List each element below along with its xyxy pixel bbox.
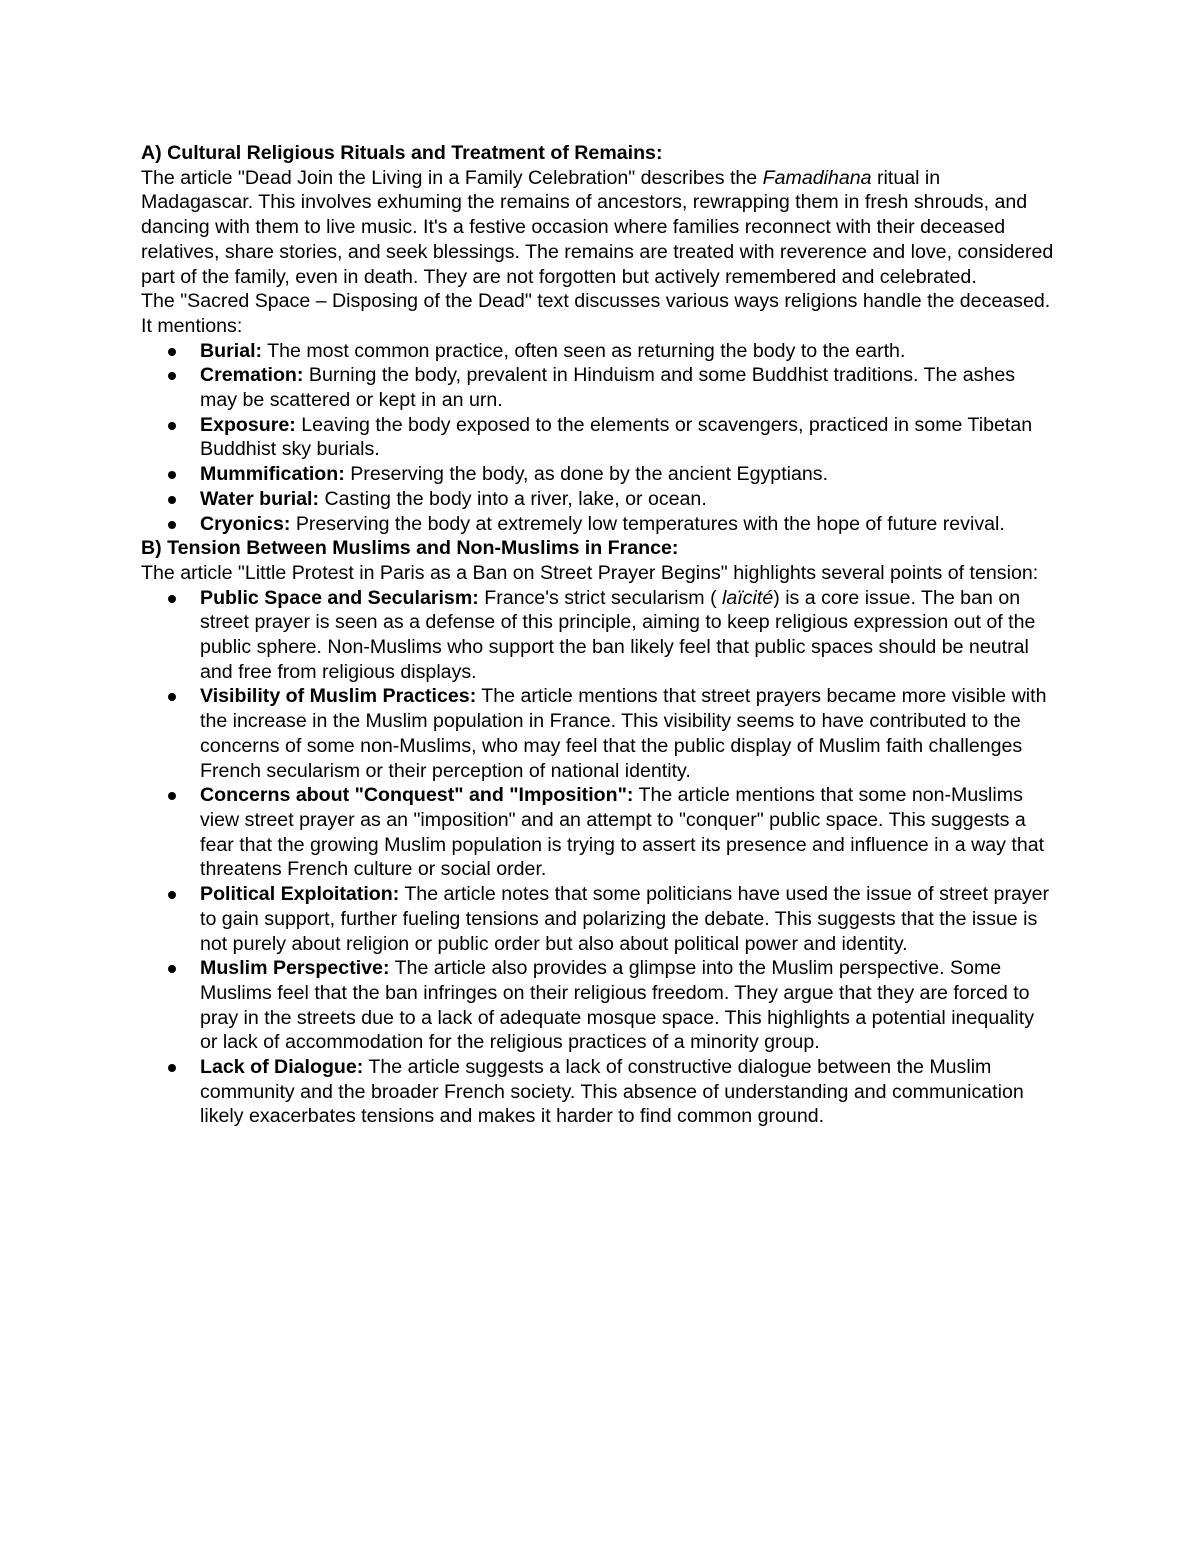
item-text: The article mentions that street prayers became more visible with the increase in the Muslim population in France. This visibility seems to have contributed to the concerns of some non-Muslims, who may feel that the public display of Muslim faith challenges French secularism or their perception of national identity. xyxy=(200,685,1047,782)
bullet-icon xyxy=(168,595,176,603)
item-text: Preserving the body at extremely low temperatures with the hope of future revival. xyxy=(290,512,1005,535)
bullet-icon xyxy=(168,891,176,899)
bullet-icon xyxy=(168,422,176,430)
item-text: Preserving the body, as done by the ancient Egyptians. xyxy=(344,463,829,486)
item-term: Political Exploitation: xyxy=(200,883,400,906)
bullet-icon xyxy=(168,693,176,701)
section-a-list xyxy=(141,339,1056,537)
item-term: Exposure: xyxy=(200,413,296,436)
bullet-icon xyxy=(168,372,176,380)
section-a-paragraph-2: The "Sacred Space – Disposing of the Dead" text discusses various ways religions handle the deceased. It mentions: xyxy=(141,290,1051,337)
item-text: Leaving the body exposed to the elements or scavengers, practiced in some Tibetan Buddhist sky burials. xyxy=(200,413,1033,461)
list-item xyxy=(141,586,1056,685)
bullet-icon xyxy=(168,348,176,356)
list-item xyxy=(141,462,1056,487)
bullet-icon xyxy=(168,1064,176,1072)
list-item xyxy=(141,487,1056,512)
list-item xyxy=(141,1055,1056,1129)
section-a-heading: A) Cultural Religious Rituals and Treatment of Remains: xyxy=(141,142,663,164)
list-item xyxy=(141,882,1056,956)
list-item xyxy=(141,413,1056,462)
list-item xyxy=(141,339,1056,364)
item-term: Muslim Perspective: xyxy=(200,957,390,980)
item-term: Cryonics: xyxy=(200,512,291,535)
item-text: The article notes that some politicians have used the issue of street prayer to gain support, further fueling tensions and polarizing the debate. This suggests that the issue is not purely about religion or public order but also about political power and identity. xyxy=(200,883,1050,955)
item-text: ) is a core issue. The ban on street prayer is seen as a defense of this principle, aiming to keep religious expression out of the public sphere. Non-Muslims who support the ban likely feel that public spaces should be neutral and free from religious displays. xyxy=(200,586,1036,683)
item-term: Water burial: xyxy=(200,487,320,510)
bullet-icon xyxy=(168,471,176,479)
list-item xyxy=(141,684,1056,783)
item-text: The most common practice, often seen as returning the body to the earth. xyxy=(262,339,906,362)
item-term: Concerns about "Conquest" and "Imposition": xyxy=(200,784,634,807)
item-text: The article also provides a glimpse into the Muslim perspective. Some Muslims feel that the ban infringes on their religious freedom. They argue that they are forced to pray in the streets due to a lack of adequate mosque space. This highlights a potential inequality or lack of accommodation for the religious practices of a minority group. xyxy=(200,957,1034,1054)
list-item xyxy=(141,512,1056,537)
list-item xyxy=(141,783,1056,882)
para-text: The article "Dead Join the Living in a Family Celebration" describes the xyxy=(141,166,763,189)
item-text: Burning the body, prevalent in Hinduism and some Buddhist traditions. The ashes may be scattered or kept in an urn. xyxy=(200,364,1016,412)
section-b-list xyxy=(141,586,1056,1129)
bullet-icon xyxy=(168,521,176,529)
item-text: France's strict secularism ( xyxy=(478,586,723,609)
bullet-icon xyxy=(168,965,176,973)
bullet-icon xyxy=(168,792,176,800)
list-item xyxy=(141,956,1056,1055)
item-term: Lack of Dialogue: xyxy=(200,1056,364,1079)
item-text: The article mentions that some non-Muslims view street prayer as an "imposition" and an attempt to "conquer" public space. This suggests a fear that the growing Muslim population is trying to assert its presence and influence in a way that threatens French culture or social order. xyxy=(200,784,1045,881)
list-item xyxy=(141,363,1056,412)
item-term: Mummification: xyxy=(200,463,345,486)
item-term: Cremation: xyxy=(200,364,304,387)
item-text: Casting the body into a river, lake, or ocean. xyxy=(319,487,707,510)
item-term: Burial: xyxy=(200,339,263,362)
item-text: The article suggests a lack of constructive dialogue between the Muslim community and the broader French society. This absence of understanding and communication likely exacerbates tensions and makes it harder to find common ground. xyxy=(200,1056,1024,1128)
item-term: Visibility of Muslim Practices: xyxy=(200,685,477,708)
bullet-icon xyxy=(168,496,176,504)
italic-term: Famadihana xyxy=(762,166,872,189)
section-a-paragraph-1 xyxy=(141,166,1056,290)
document-page xyxy=(141,141,1056,1129)
section-b-paragraph-1: The article "Little Protest in Paris as a Ban on Street Prayer Begins" highlights several points of tension: xyxy=(141,561,1039,584)
section-b-heading: B) Tension Between Muslims and Non-Muslims in France: xyxy=(141,537,679,560)
para-text: ritual in Madagascar. This involves exhuming the remains of ancestors, rewrapping them in fresh shrouds, and dancing with them to live music. It's a festive occasion where families reconnect with their deceased relatives, share stories, and seek blessings. The remains are treated with reverence and love, considered part of the family, even in death. They are not forgotten but actively remembered and celebrated. xyxy=(141,166,1054,288)
italic-term: laïcité xyxy=(722,586,774,609)
item-term: Public Space and Secularism: xyxy=(200,586,479,609)
